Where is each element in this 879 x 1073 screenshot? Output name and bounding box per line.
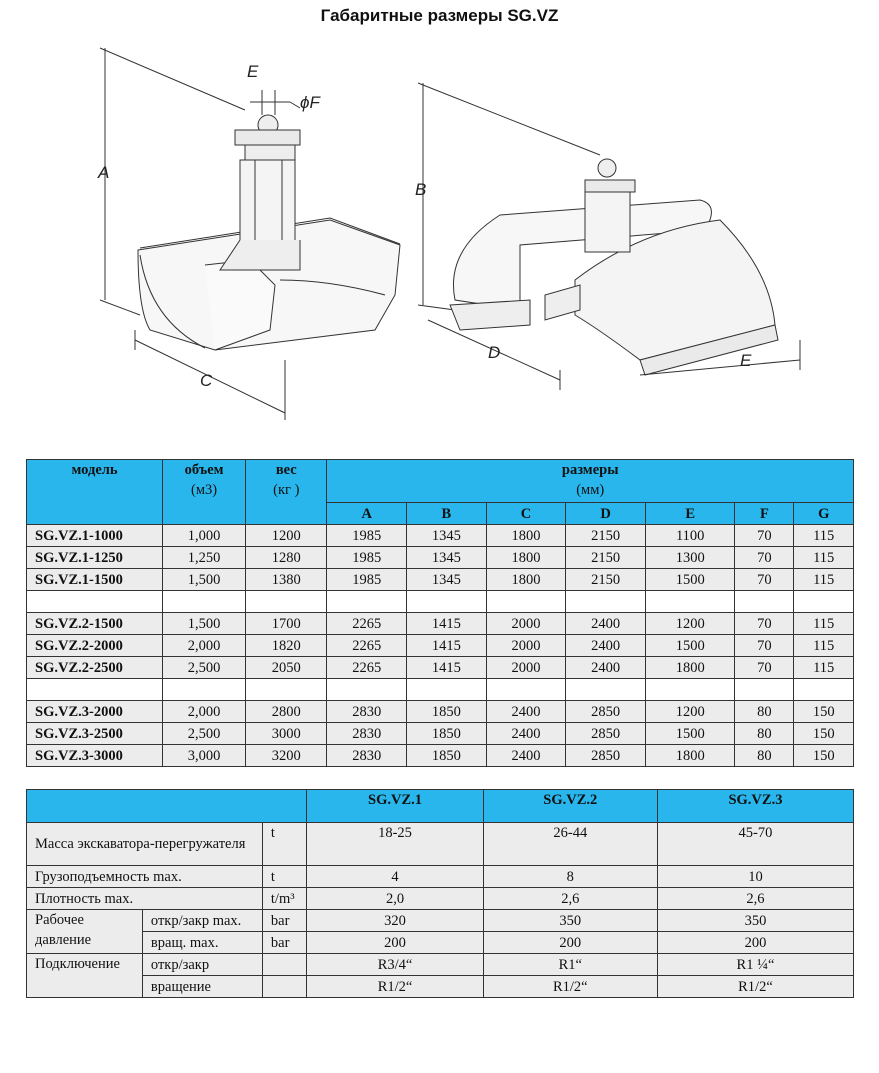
- weight-cell: 2050: [246, 657, 327, 679]
- dim-cell-A: 2830: [327, 723, 407, 745]
- dim-cell-D: 2400: [566, 613, 646, 635]
- dim-cell-F: 70: [735, 525, 794, 547]
- spec-value: 2,6: [483, 888, 657, 910]
- dim-label-A: A: [98, 163, 110, 182]
- volume-cell: 1,500: [163, 569, 246, 591]
- volume-cell: 2,000: [163, 635, 246, 657]
- spec-value: 26-44: [483, 823, 657, 866]
- dim-cell-C: 1800: [486, 569, 566, 591]
- table-spacer-row: [27, 679, 854, 701]
- pressure-label: Рабочее давление: [27, 910, 143, 954]
- header-volume-label: объем: [184, 462, 224, 478]
- spec-unit: t: [262, 866, 307, 888]
- spec-value: R1 ¼“: [657, 954, 853, 976]
- dim-label-B: B: [415, 180, 427, 199]
- dim-cell-D: 2850: [566, 745, 646, 767]
- model-cell: SG.VZ.2-1500: [27, 613, 163, 635]
- dim-label-D: D: [488, 343, 501, 362]
- spec-value: 200: [307, 932, 483, 954]
- dim-label-E-top: E: [247, 62, 259, 81]
- dim-cell-B: 1345: [407, 525, 487, 547]
- dim-cell-G: 150: [794, 723, 854, 745]
- dim-cell-G: 115: [794, 547, 854, 569]
- table-row: [27, 525, 854, 547]
- dim-cell-B: 1850: [407, 701, 487, 723]
- dim-cell-E: 1500: [645, 569, 734, 591]
- header-volume-unit: (м3): [191, 482, 218, 498]
- model-cell: SG.VZ.3-2500: [27, 723, 163, 745]
- dim-cell-G: 150: [794, 745, 854, 767]
- specs-header-row: [27, 790, 854, 823]
- volume-cell: 3,000: [163, 745, 246, 767]
- spec-label: Масса экскаватора-перегружателя: [27, 823, 263, 866]
- empty-cell: [794, 679, 854, 701]
- dim-cell-G: 115: [794, 525, 854, 547]
- empty-cell: [327, 679, 407, 701]
- empty-cell: [735, 591, 794, 613]
- specs-row: [27, 823, 854, 866]
- spec-value: 350: [483, 910, 657, 932]
- specs-header-blank: [27, 790, 307, 823]
- volume-cell: 1,250: [163, 547, 246, 569]
- header-weight-label: вес: [275, 462, 297, 478]
- empty-cell: [735, 679, 794, 701]
- spec-sublabel: откр/закр max.: [142, 910, 262, 932]
- grab-drawing: [0, 30, 879, 430]
- spec-value: 200: [657, 932, 853, 954]
- empty-cell: [407, 591, 487, 613]
- dim-cell-E: 1200: [645, 701, 734, 723]
- dim-cell-F: 70: [735, 613, 794, 635]
- spec-value: 4: [307, 866, 483, 888]
- table-row: [27, 635, 854, 657]
- spec-unit: [262, 954, 307, 976]
- header-sizes-unit: (мм): [576, 482, 605, 498]
- dim-cell-A: 2265: [327, 613, 407, 635]
- dim-cell-E: 1100: [645, 525, 734, 547]
- spec-value: 350: [657, 910, 853, 932]
- dim-label-F: ϕF: [300, 93, 320, 112]
- dim-cell-A: 1985: [327, 569, 407, 591]
- specs-row: [27, 888, 854, 910]
- header-dim-A: A: [327, 503, 407, 525]
- spec-unit: bar: [262, 910, 307, 932]
- dim-cell-B: 1415: [407, 635, 487, 657]
- dim-cell-G: 115: [794, 635, 854, 657]
- empty-cell: [246, 591, 327, 613]
- model-cell: SG.VZ.2-2000: [27, 635, 163, 657]
- dim-cell-B: 1345: [407, 547, 487, 569]
- dim-cell-F: 80: [735, 723, 794, 745]
- dim-cell-C: 2400: [486, 745, 566, 767]
- dim-cell-A: 2265: [327, 657, 407, 679]
- spec-unit: t: [262, 823, 307, 866]
- volume-cell: 2,500: [163, 657, 246, 679]
- specs-row: [27, 910, 854, 932]
- volume-cell: 2,000: [163, 701, 246, 723]
- spec-value: 320: [307, 910, 483, 932]
- dim-cell-B: 1850: [407, 723, 487, 745]
- empty-cell: [27, 679, 163, 701]
- model-cell: SG.VZ.3-3000: [27, 745, 163, 767]
- volume-cell: 1,000: [163, 525, 246, 547]
- header-sizes-label: размеры: [561, 462, 619, 478]
- header-volume: [163, 460, 246, 525]
- spec-sublabel: вращение: [142, 976, 262, 998]
- spec-value: 18-25: [307, 823, 483, 866]
- specs-table: [26, 789, 854, 998]
- table-row: [27, 613, 854, 635]
- dim-cell-F: 70: [735, 657, 794, 679]
- empty-cell: [566, 591, 646, 613]
- spec-value: R3/4“: [307, 954, 483, 976]
- weight-cell: 2800: [246, 701, 327, 723]
- dim-cell-G: 115: [794, 657, 854, 679]
- page-title: Габаритные размеры SG.VZ: [320, 6, 559, 25]
- spec-value: 200: [483, 932, 657, 954]
- weight-cell: 3000: [246, 723, 327, 745]
- dim-cell-F: 80: [735, 701, 794, 723]
- empty-cell: [27, 591, 163, 613]
- spec-value: 2,0: [307, 888, 483, 910]
- table-spacer-row: [27, 591, 854, 613]
- model-cell: SG.VZ.3-2000: [27, 701, 163, 723]
- spec-value: 10: [657, 866, 853, 888]
- spec-label: Плотность max.: [27, 888, 263, 910]
- volume-cell: 2,500: [163, 723, 246, 745]
- dim-cell-C: 1800: [486, 525, 566, 547]
- dim-cell-D: 2850: [566, 701, 646, 723]
- spec-sublabel: вращ. max.: [142, 932, 262, 954]
- model-cell: SG.VZ.1-1500: [27, 569, 163, 591]
- dim-cell-A: 2830: [327, 745, 407, 767]
- dim-cell-F: 70: [735, 635, 794, 657]
- header-weight-unit: (кг ): [273, 482, 300, 498]
- dim-cell-D: 2150: [566, 547, 646, 569]
- weight-cell: 1700: [246, 613, 327, 635]
- specs-header-SG.VZ.1: SG.VZ.1: [307, 790, 483, 823]
- dim-cell-A: 1985: [327, 525, 407, 547]
- dim-cell-C: 2400: [486, 723, 566, 745]
- empty-cell: [486, 591, 566, 613]
- specs-row: [27, 932, 854, 954]
- header-dim-E: E: [645, 503, 734, 525]
- spec-value: R1“: [483, 954, 657, 976]
- dim-cell-C: 1800: [486, 547, 566, 569]
- dim-cell-D: 2150: [566, 569, 646, 591]
- table-row: [27, 745, 854, 767]
- dim-cell-B: 1850: [407, 745, 487, 767]
- dim-cell-E: 1500: [645, 635, 734, 657]
- table-row: [27, 657, 854, 679]
- header-model: [27, 460, 163, 525]
- model-cell: SG.VZ.1-1250: [27, 547, 163, 569]
- header-dim-C: C: [486, 503, 566, 525]
- specs-row: [27, 976, 854, 998]
- model-cell: SG.VZ.2-2500: [27, 657, 163, 679]
- spec-value: 2,6: [657, 888, 853, 910]
- dim-cell-E: 1200: [645, 613, 734, 635]
- dim-cell-F: 70: [735, 547, 794, 569]
- weight-cell: 1200: [246, 525, 327, 547]
- dim-cell-D: 2850: [566, 723, 646, 745]
- empty-cell: [486, 679, 566, 701]
- connection-label: Подключение: [27, 954, 143, 998]
- dim-cell-A: 1985: [327, 547, 407, 569]
- empty-cell: [327, 591, 407, 613]
- specs-row: [27, 954, 854, 976]
- dim-cell-C: 2400: [486, 701, 566, 723]
- empty-cell: [163, 679, 246, 701]
- empty-cell: [645, 679, 734, 701]
- dim-cell-E: 1800: [645, 745, 734, 767]
- weight-cell: 1820: [246, 635, 327, 657]
- spec-value: R1/2“: [483, 976, 657, 998]
- empty-cell: [794, 591, 854, 613]
- spec-value: R1/2“: [657, 976, 853, 998]
- dim-cell-F: 70: [735, 569, 794, 591]
- dim-cell-E: 1800: [645, 657, 734, 679]
- header-dim-G: G: [794, 503, 854, 525]
- spec-value: R1/2“: [307, 976, 483, 998]
- header-sizes: [327, 460, 854, 503]
- dim-cell-E: 1500: [645, 723, 734, 745]
- table-row: [27, 569, 854, 591]
- dim-cell-G: 115: [794, 613, 854, 635]
- dim-cell-C: 2000: [486, 635, 566, 657]
- spec-unit: [262, 976, 307, 998]
- dim-cell-G: 115: [794, 569, 854, 591]
- empty-cell: [163, 591, 246, 613]
- dim-cell-F: 80: [735, 745, 794, 767]
- dim-cell-D: 2400: [566, 635, 646, 657]
- model-cell: SG.VZ.1-1000: [27, 525, 163, 547]
- weight-cell: 1280: [246, 547, 327, 569]
- spec-value: 8: [483, 866, 657, 888]
- dim-cell-B: 1415: [407, 657, 487, 679]
- spec-unit: bar: [262, 932, 307, 954]
- dim-label-E: E: [740, 351, 752, 370]
- spec-sublabel: откр/закр: [142, 954, 262, 976]
- header-dim-D: D: [566, 503, 646, 525]
- dim-cell-D: 2400: [566, 657, 646, 679]
- table-header-row: [27, 460, 854, 503]
- weight-cell: 3200: [246, 745, 327, 767]
- dim-cell-G: 150: [794, 701, 854, 723]
- specs-header-SG.VZ.3: SG.VZ.3: [657, 790, 853, 823]
- specs-row: [27, 866, 854, 888]
- specs-header-SG.VZ.2: SG.VZ.2: [483, 790, 657, 823]
- table-row: [27, 701, 854, 723]
- header-model-label: модель: [71, 462, 118, 478]
- header-weight: [246, 460, 327, 525]
- spec-label: Грузоподъемность max.: [27, 866, 263, 888]
- dim-cell-B: 1415: [407, 613, 487, 635]
- header-dim-B: B: [407, 503, 487, 525]
- dim-cell-C: 2000: [486, 657, 566, 679]
- dim-cell-C: 2000: [486, 613, 566, 635]
- empty-cell: [407, 679, 487, 701]
- empty-cell: [246, 679, 327, 701]
- table-row: [27, 547, 854, 569]
- empty-cell: [645, 591, 734, 613]
- table-row: [27, 723, 854, 745]
- dim-cell-A: 2265: [327, 635, 407, 657]
- dim-cell-B: 1345: [407, 569, 487, 591]
- header-dim-F: F: [735, 503, 794, 525]
- spec-value: 45-70: [657, 823, 853, 866]
- spec-unit: t/m³: [262, 888, 307, 910]
- volume-cell: 1,500: [163, 613, 246, 635]
- dim-cell-A: 2830: [327, 701, 407, 723]
- weight-cell: 1380: [246, 569, 327, 591]
- dim-cell-E: 1300: [645, 547, 734, 569]
- dimensions-table: [26, 459, 854, 767]
- empty-cell: [566, 679, 646, 701]
- dim-label-C: C: [200, 371, 213, 390]
- dim-cell-D: 2150: [566, 525, 646, 547]
